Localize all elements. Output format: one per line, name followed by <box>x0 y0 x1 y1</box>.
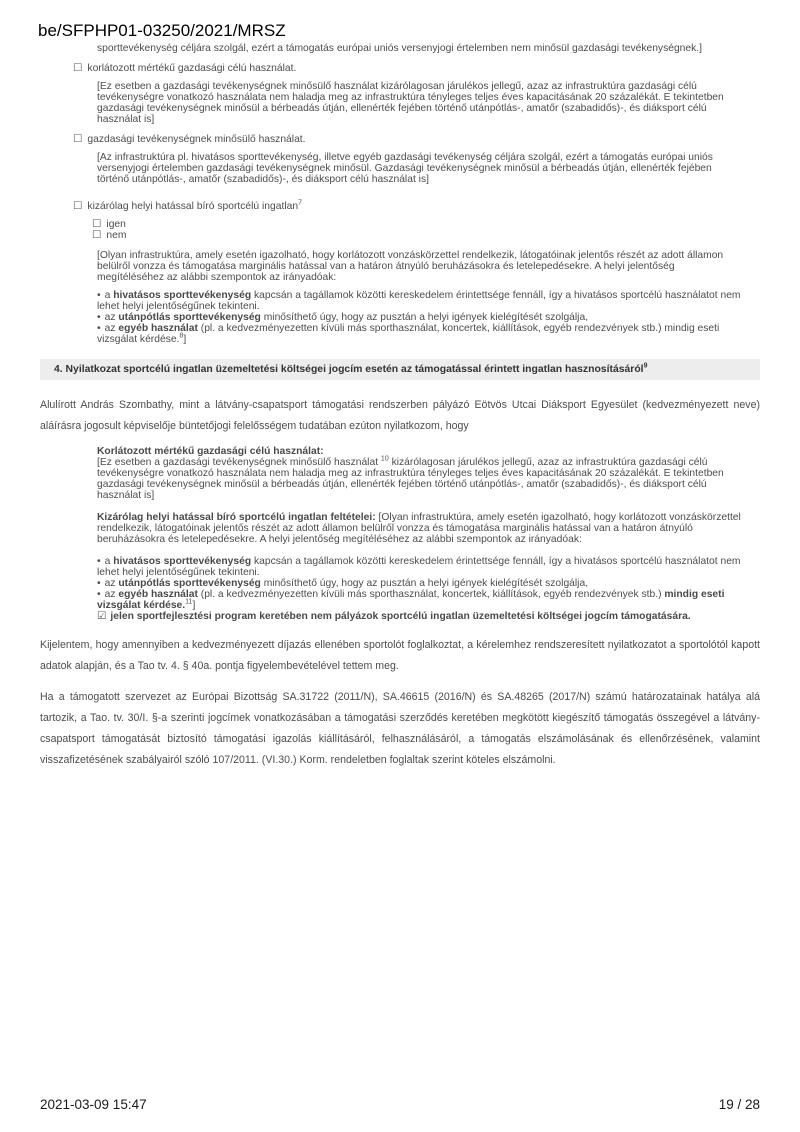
checkbox-unchecked-icon[interactable]: ☐ <box>73 200 83 212</box>
limited-use-text: [Ez esetben a gazdasági tevékenységnek minősülő használat <box>97 457 381 468</box>
checkbox-checked-icon[interactable]: ☑ <box>97 610 107 622</box>
checkbox-option-yes[interactable] <box>92 219 760 230</box>
local-conditions-text: [Olyan infrastruktúra, amely esetén igazolható, hogy korlátozott vonzáskörzettel rendelkezik, látogatóinak jelentős részét az adott államon belülről vonzza és támogatása marginális hatással van a határon átnyúló beruházásokra és letelepedésekre. A helyi jelentőség megítéléséhez az alábbi szempontok az irányadóak: <box>97 512 741 545</box>
checkbox-option-limited-economic-use[interactable] <box>73 63 760 74</box>
bullet-text: a <box>104 290 114 301</box>
local-impact-note-paragraph: [Olyan infrastruktúra, amely esetén igazolható, hogy korlátozott vonzáskörzettel rendelkezik, látogatóinak jelentős részét az adott államon belülről vonzza és támogatása marginális hatással van a határon átnyúló beruházásokra és letelepedésekre. A helyi jelentőség megítéléséhez az alábbi szempontok az irányadóak: <box>97 250 724 283</box>
section-4-header <box>40 359 760 380</box>
bullet-text-bold: utánpótlás sporttevékenység <box>118 312 261 323</box>
checkbox-unchecked-icon[interactable]: ☐ <box>73 62 83 74</box>
bullet-text: ] <box>183 334 187 345</box>
bullet-text-bold: egyéb használat <box>118 323 198 334</box>
footnote-ref-7: 7 <box>298 199 302 207</box>
declaration-label: jelen sportfejlesztési program keretében nem pályázok sportcélú ingatlan üzemeltetési költségei jogcím támogatására. <box>110 611 691 622</box>
bullet-text: az <box>104 578 119 589</box>
local-conditions-paragraph <box>97 512 743 545</box>
criteria-bullet-list <box>97 290 743 345</box>
bullet-text-bold: utánpótlás sporttevékenység <box>118 578 261 589</box>
footnote-ref-9: 9 <box>643 362 648 370</box>
yes-no-choice <box>92 219 760 241</box>
bullet-text-bold: hivatásos sporttevékenység <box>113 556 252 567</box>
bullet-icon: • <box>97 323 101 334</box>
footnote-ref-11: 11 <box>185 598 193 606</box>
document-title: be/SFPHP01-03250/2021/MRSZ <box>38 21 286 40</box>
bullet-icon: • <box>97 312 101 323</box>
spacer <box>97 501 743 512</box>
bullet-text: az <box>104 312 119 323</box>
checkbox-label: gazdasági tevékenységnek minősülő használat. <box>87 134 306 145</box>
bullet-text: minősíthető úgy, hogy az pusztán a helyi igények kielégítését szolgálja, <box>260 312 589 323</box>
checkbox-option-no[interactable] <box>92 230 760 241</box>
checkbox-option-economic-use[interactable] <box>73 134 760 145</box>
bullet-item-other-use <box>97 589 743 611</box>
closing-paragraph-athlete-data: Kijelentem, hogy amennyiben a kedvezményezett díjazás ellenében sportolót foglalkoztat, a kérelemhez rendszeresített nyilatkozatot a sportolótól kapott adatok alapján, és a Tao tv. 4. § 40a. pontja figyelembevételével tettem meg. <box>40 639 760 672</box>
document-body <box>40 38 760 771</box>
footer-page-indicator: 19 / 28 <box>718 1097 760 1112</box>
section-4-title: 4. Nyilatkozat sportcélú ingatlan üzemeltetési költségei jogcím esetén az támogatással érintett ingatlan hasznosításáról <box>54 364 644 375</box>
bullet-item-youth-sport <box>97 312 743 323</box>
bullet-text: a <box>104 556 114 567</box>
bullet-icon: • <box>97 578 101 589</box>
spacer <box>97 545 743 556</box>
bullet-text-bold: mindig eseti vizsgálat kérdése. <box>97 589 725 611</box>
checkbox-declaration-no-operating-costs[interactable] <box>97 611 743 622</box>
bullet-text: kapcsán a tagállamok közötti kereskedelem érintettsége fennáll, így a hivatásos sportcélú használatot nem lehet helyi jelentőségűnek tekinteni. <box>97 556 741 578</box>
checkbox-label: nem <box>106 230 127 241</box>
bullet-text: az <box>104 323 119 334</box>
bullet-icon: • <box>97 589 101 600</box>
local-conditions-heading: Kizárólag helyi hatással bíró sportcélú ingatlan feltételei: <box>97 512 376 523</box>
footer-timestamp: 2021-03-09 15:47 <box>40 1097 147 1112</box>
footnote-ref-10: 10 <box>380 455 389 463</box>
footnote-ref-8: 8 <box>179 332 184 340</box>
bullet-text: az <box>104 589 119 600</box>
declaration-detail-block <box>97 446 743 622</box>
checkbox-unchecked-icon[interactable]: ☐ <box>73 133 83 145</box>
checkbox-label: kizárólag helyi hatással bíró sportcélú ingatlan <box>87 201 299 212</box>
bullet-text-bold: egyéb használat <box>118 589 198 600</box>
bullet-text: minősíthető úgy, hogy az pusztán a helyi igények kielégítését szolgálja, <box>260 578 589 589</box>
continuation-paragraph: sporttevékenység céljára szolgál, ezért a támogatás európai uniós versenyjogi értelemben nem minősül gazdasági tevékenységnek.] <box>97 43 702 54</box>
bullet-icon: • <box>97 290 101 301</box>
limited-use-text: kizárólagosan járulékos jellegű, azaz az infrastruktúra gazdasági célú tevékenységre vonatkozó használata nem haladja meg az infrastruktúra tényleges teljes éves kapacitásának 20 százalékát. E tekintetben gazdasági tevékenységnek minősül a bérbeadás útján, ellenérték fejében történő utánpótlás-, amatőr (szabadidős)-, és diáksport célú használat is] <box>97 457 724 501</box>
bullet-icon: • <box>97 556 101 567</box>
checkbox-unchecked-icon[interactable]: ☐ <box>92 229 102 241</box>
limited-use-heading: Korlátozott mértékű gazdasági célú használat: <box>97 446 324 457</box>
checkbox-option-local-impact-property[interactable] <box>73 201 760 212</box>
checkbox-unchecked-icon[interactable]: ☐ <box>92 218 102 230</box>
bullet-text: (pl. a kedvezményezetten kívüli más sporthasználat, koncertek, kiállítások, egyéb rendezvények stb.) mindig eseti vizsgálat kérdése. <box>97 323 720 345</box>
option-detail-paragraph: [Az infrastruktúra pl. hivatásos sporttevékenység, illetve egyéb gazdasági tevékenység céljára szolgál, ezért a támogatás európai uniós versenyjogi értelemben gazdasági tevékenységnek minősül. Gazdasági tevékenységnek minősül a bérbeadás útján, ellenérték fejében történő utánpótlás-, amatőr (szabadidős)-, és diáksport célú használat is] <box>97 152 713 185</box>
bullet-item-youth-sport <box>97 578 743 589</box>
bullet-text: kapcsán a tagállamok közötti kereskedelem érintettsége fennáll, így a hivatásos sportcélú használatot nem lehet helyi jelentőségűnek tekinteni. <box>97 290 741 312</box>
bullet-text-bold: hivatásos sporttevékenység <box>113 290 252 301</box>
bullet-item-professional-sport <box>97 556 743 578</box>
bullet-text: (pl. a kedvezményezetten kívüli más sporthasználat, koncertek, kiállítások, egyéb rendezvények stb.) <box>197 589 665 600</box>
option-detail-paragraph: [Ez esetben a gazdasági tevékenységnek minősülő használat kizárólagosan járulékos jellegű, azaz az infrastruktúra gazdasági célú tevékenységre vonatkozó használata nem haladja meg az infrastruktúra tényleges teljes éves kapacitásának 20 százalékát. E tekintetben gazdasági tevékenységnek minősül a bérbeadás útján, ellenérték fejében történő utánpótlás-, amatőr (szabadidős)-, és diáksport célú használat is] <box>97 81 724 125</box>
checkbox-label: korlátozott mértékű gazdasági célú használat. <box>87 63 297 74</box>
limited-use-paragraph <box>97 457 743 501</box>
declaration-intro-paragraph: Alulírott András Szombathy, mint a látvány-csapatsport támogatási rendszerben pályázó Eötvös Utcai Diáksport Egyesület (kedvezményezett neve) aláírásra jogosult képviselője büntetőjogi felelősségem tudatában ezúton nyilatkozom, hogy <box>40 399 760 432</box>
checkbox-label: igen <box>106 219 126 230</box>
closing-paragraph-eu-decisions: Ha a támogatott szervezet az Európai Bizottság SA.31722 (2011/N), SA.46615 (2016/N) és SA.48265 (2017/N) számú határozatainak hatálya alá tartozik, a Tao. tv. 30/I. §-a szerinti jogcímek vonatkozásában a támogatási szerződés keretében megkötött kiegészítő támogatás összegével a látvány-csapatsport támogatását biztosító támogatási igazolás kiállításáról, felhasználásáról, a támogatás elszámolásának és ellenőrzésének, valamint visszafizetésének szabályairól szóló 107/2011. (VI.30.) Korm. rendeletben foglaltak szerint köteles elszámolni. <box>40 691 760 766</box>
bullet-item-other-use <box>97 323 743 345</box>
bullet-item-professional-sport <box>97 290 743 312</box>
bullet-text: ] <box>192 600 196 611</box>
